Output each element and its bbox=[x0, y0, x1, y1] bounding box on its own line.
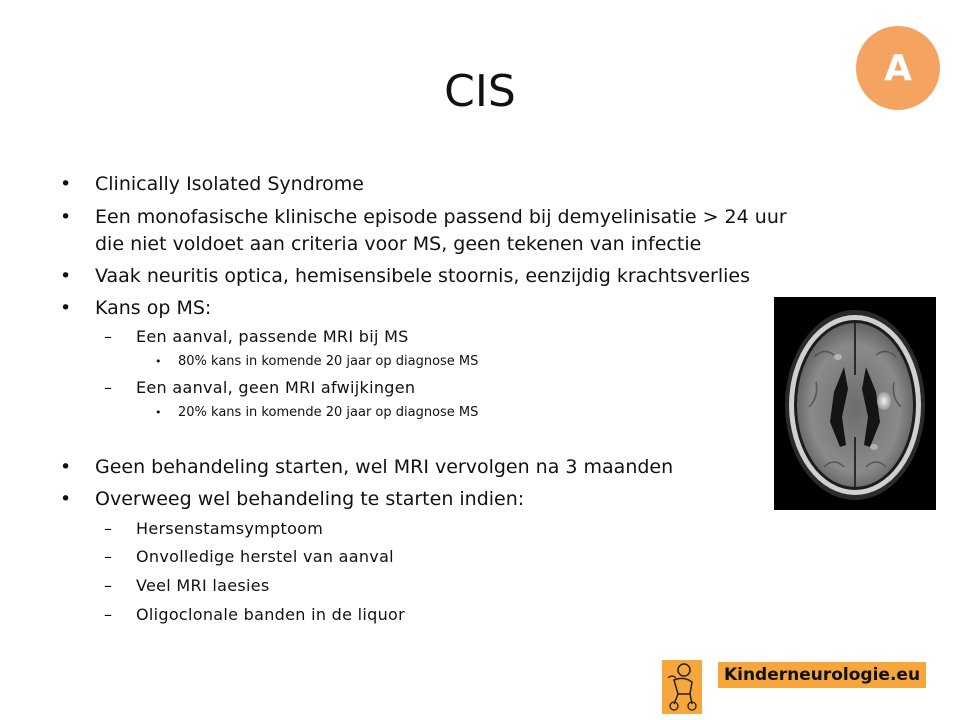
sub-bullet-text: Hersenstamsymptoom bbox=[136, 519, 324, 538]
dash-marker: – bbox=[104, 378, 112, 397]
bullet-text: Vaak neuritis optica, hemisensibele stoornis, eenzijdig krachtsverlies bbox=[95, 265, 750, 287]
kinderneurologie-logo-text: Kinderneurologie.eu bbox=[718, 662, 926, 688]
slide-title: CIS bbox=[444, 66, 516, 117]
bullet-text: Clinically Isolated Syndrome bbox=[95, 173, 364, 195]
bullet-text: Kans op MS: bbox=[95, 297, 212, 319]
dash-marker: – bbox=[104, 605, 112, 624]
dash-marker: – bbox=[104, 519, 112, 538]
bullet-marker: • bbox=[60, 173, 72, 195]
section-badge: A bbox=[856, 26, 940, 110]
bullet-marker-small: • bbox=[155, 355, 162, 368]
bullet-marker: • bbox=[60, 206, 72, 228]
dash-marker: – bbox=[104, 327, 112, 346]
sub-bullet-text: Een aanval, passende MRI bij MS bbox=[136, 327, 409, 346]
dash-marker: – bbox=[104, 576, 112, 595]
bullet-text: Geen behandeling starten, wel MRI vervolgen na 3 maanden bbox=[95, 456, 674, 478]
sub-sub-bullet-text: 80% kans in komende 20 jaar op diagnose MS bbox=[178, 354, 479, 369]
bullet-marker: • bbox=[60, 297, 72, 319]
bullet-marker: • bbox=[60, 265, 72, 287]
bullet-text-continued: die niet voldoet aan criteria voor MS, geen tekenen van infectie bbox=[95, 233, 702, 255]
mri-brain-image bbox=[774, 297, 936, 510]
sub-bullet-text: Oligoclonale banden in de liquor bbox=[136, 605, 406, 624]
bullet-marker: • bbox=[60, 488, 72, 510]
sub-sub-bullet-text: 20% kans in komende 20 jaar op diagnose MS bbox=[178, 405, 479, 420]
sub-bullet-text: Onvolledige herstel van aanval bbox=[136, 547, 394, 566]
dash-marker: – bbox=[104, 547, 112, 566]
sub-bullet-text: Veel MRI laesies bbox=[136, 576, 270, 595]
bullet-marker-small: • bbox=[155, 406, 162, 419]
bullet-marker: • bbox=[60, 456, 72, 478]
mri-brain-illustration bbox=[774, 297, 936, 510]
sub-bullet-text: Een aanval, geen MRI afwijkingen bbox=[136, 378, 416, 397]
bullet-text: Een monofasische klinische episode passend bij demyelinisatie > 24 uur bbox=[95, 206, 787, 228]
kinderneurologie-logo-icon bbox=[662, 660, 702, 714]
child-figure-icon bbox=[662, 660, 702, 714]
bullet-text: Overweeg wel behandeling te starten indien: bbox=[95, 488, 525, 510]
